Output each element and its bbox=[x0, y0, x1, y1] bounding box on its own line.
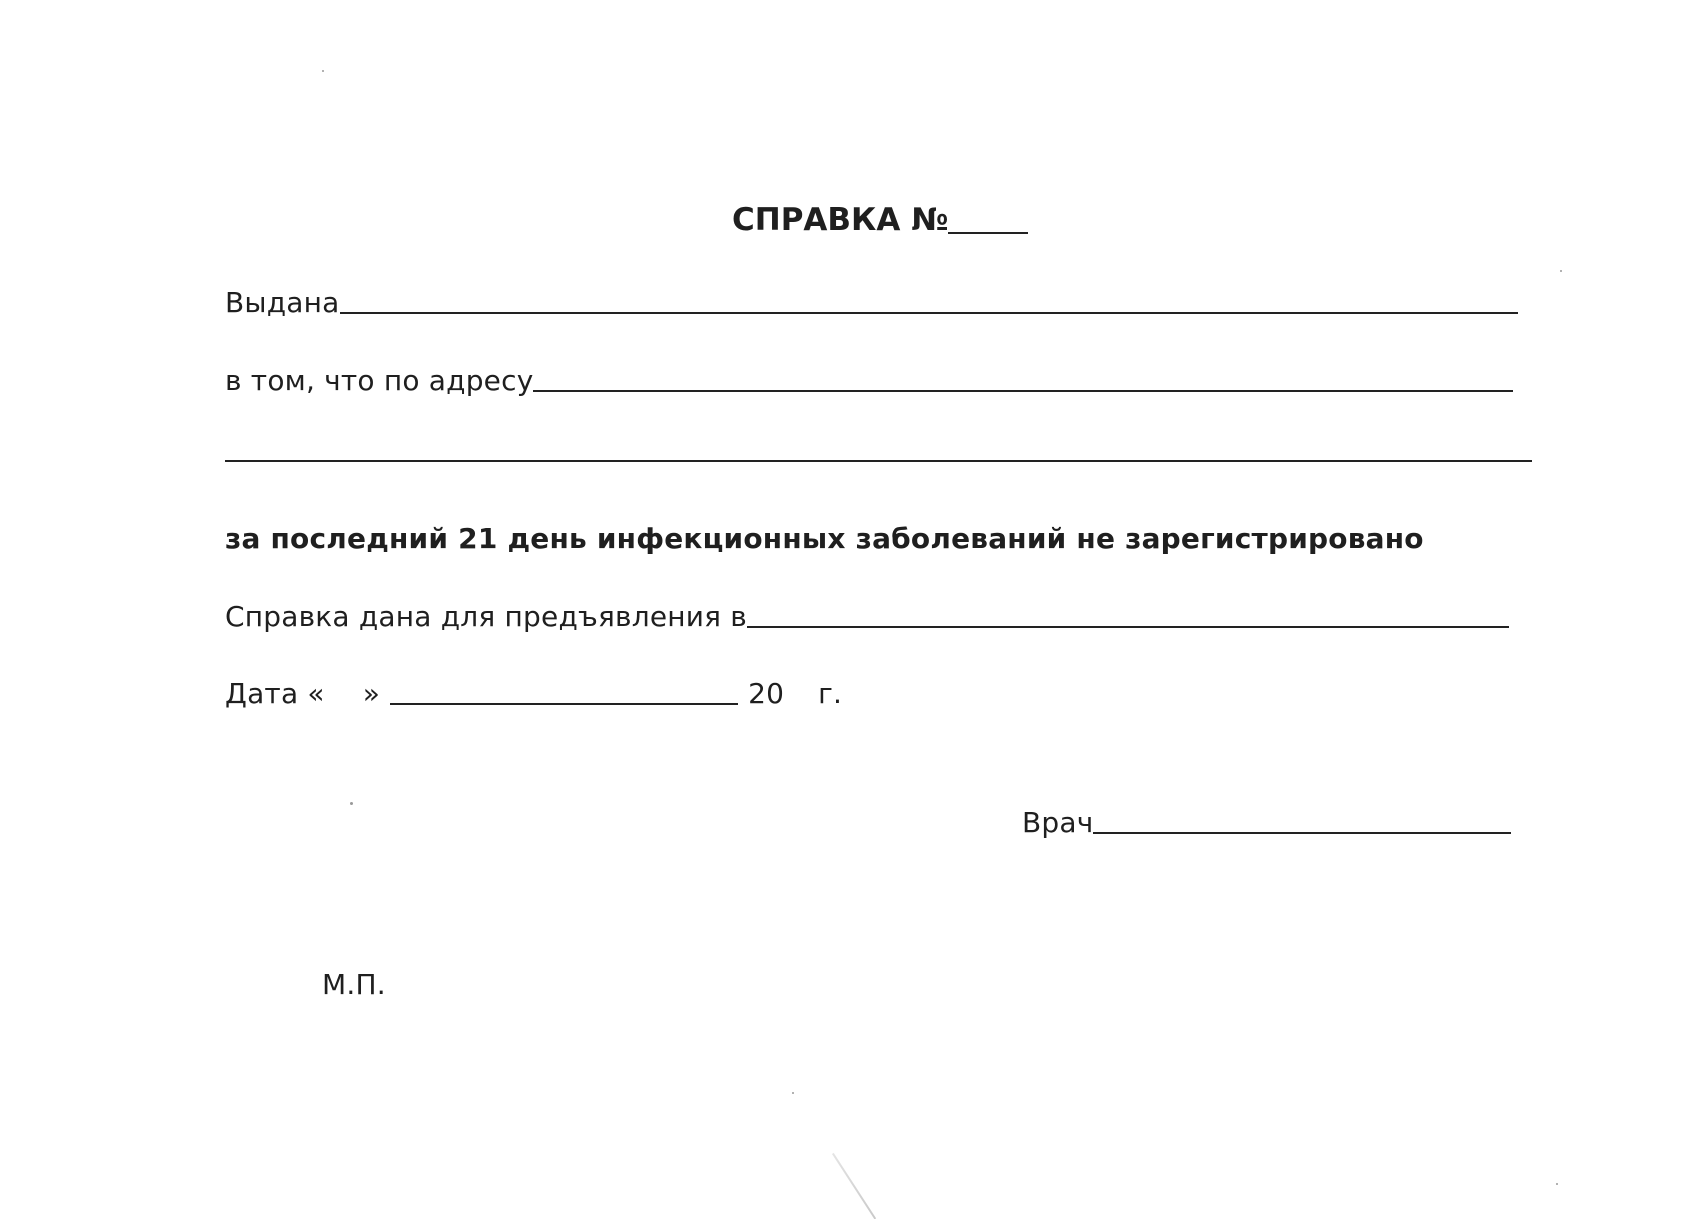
issued-to-row bbox=[225, 286, 1518, 320]
title-text: СПРАВКА № bbox=[732, 202, 949, 238]
doctor-row bbox=[1022, 806, 1511, 840]
scan-speck bbox=[1556, 1183, 1558, 1185]
scan-speck bbox=[1560, 270, 1562, 272]
purpose-label: Справка дана для предъявления в bbox=[225, 600, 748, 633]
address-continuation-row bbox=[225, 460, 1532, 468]
stamp-place-row bbox=[322, 968, 386, 1002]
year-prefix: 20 bbox=[748, 677, 785, 710]
scan-speck bbox=[322, 70, 324, 72]
scan-scratch bbox=[832, 1153, 876, 1219]
address-label: в том, что по адресу bbox=[225, 364, 534, 397]
issued-to-field[interactable] bbox=[340, 312, 1518, 314]
address-row bbox=[225, 364, 1513, 398]
year-suffix: г. bbox=[818, 677, 843, 710]
scan-speck bbox=[350, 802, 353, 805]
document-title bbox=[732, 202, 1028, 238]
date-label: Дата « bbox=[225, 677, 325, 710]
purpose-row bbox=[225, 600, 1509, 634]
address-field[interactable] bbox=[533, 390, 1513, 392]
date-quote-close: » bbox=[362, 677, 381, 710]
doctor-signature-field[interactable] bbox=[1093, 832, 1511, 834]
scan-speck bbox=[792, 1092, 794, 1094]
purpose-field[interactable] bbox=[747, 626, 1509, 628]
stamp-place-label: М.П. bbox=[322, 968, 386, 1001]
statement-row bbox=[225, 522, 1424, 556]
month-field[interactable] bbox=[390, 703, 738, 705]
statement-text: за последний 21 день инфекционных заболеваний не зарегистрировано bbox=[225, 522, 1424, 555]
date-row bbox=[225, 677, 842, 711]
certificate-number-field[interactable] bbox=[948, 232, 1028, 234]
issued-to-label: Выдана bbox=[225, 286, 340, 319]
address-continuation-field[interactable] bbox=[225, 460, 1532, 462]
doctor-label: Врач bbox=[1022, 806, 1094, 839]
